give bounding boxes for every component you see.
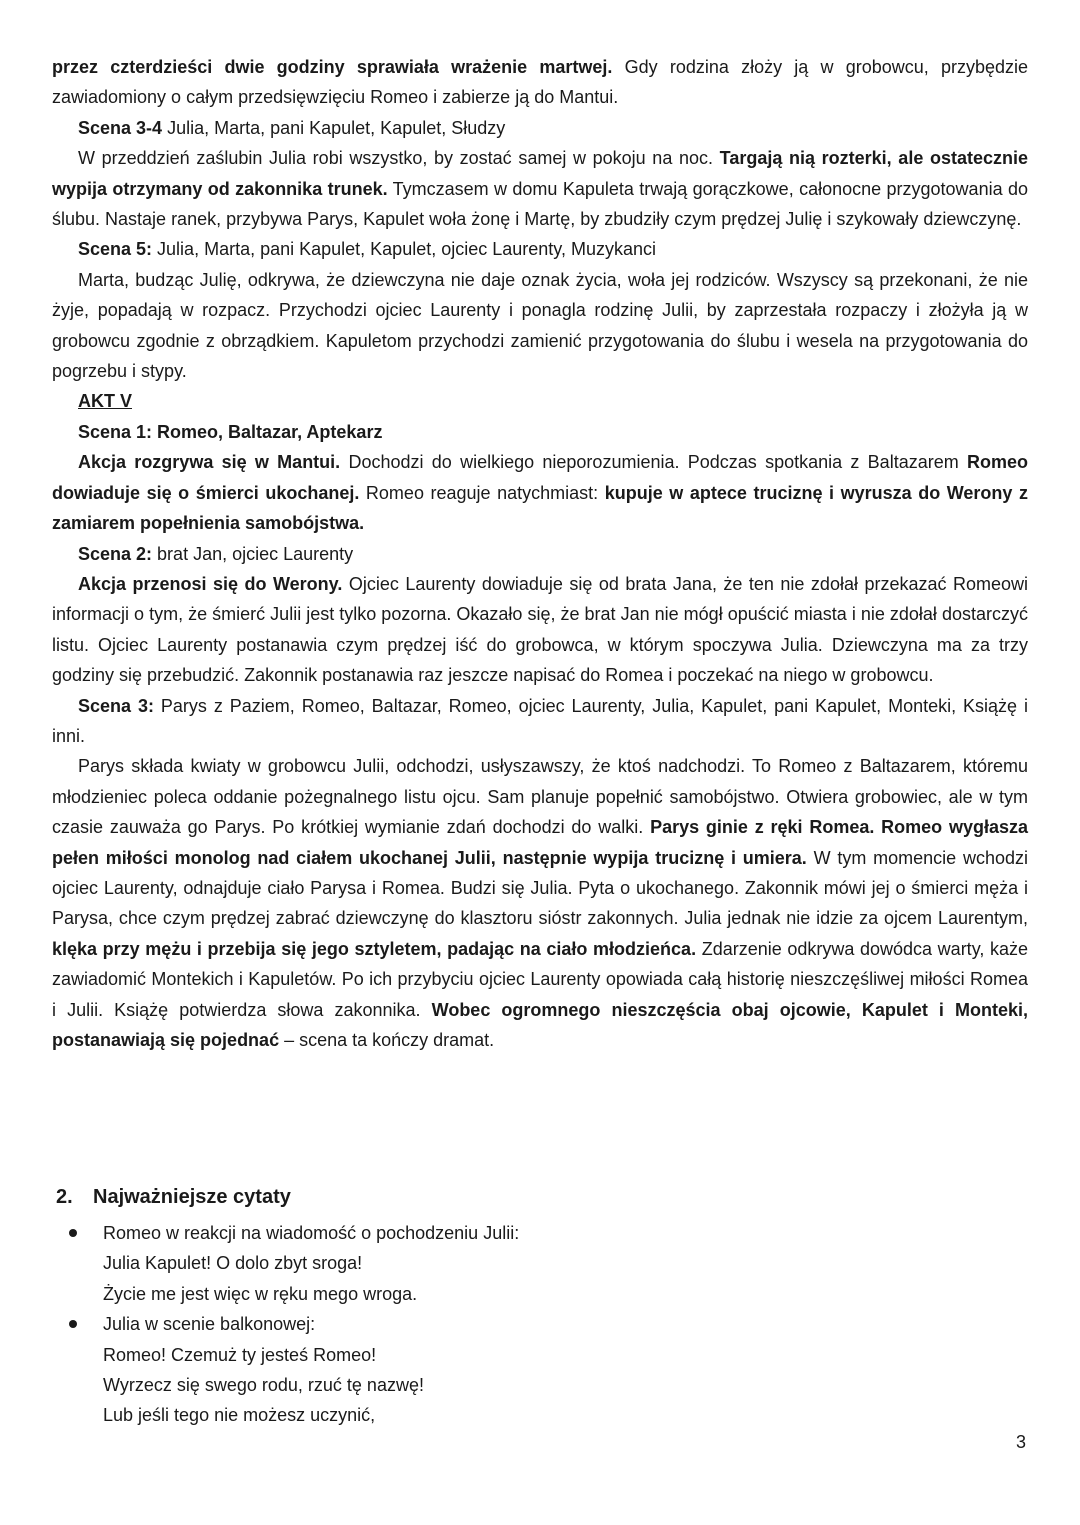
list-item bbox=[52, 1309, 1028, 1431]
scene-characters: brat Jan, ojciec Laurenty bbox=[152, 543, 354, 564]
bold-phrase: Akcja rozgrywa się w Mantui. bbox=[78, 452, 341, 473]
act-5-scene-1-heading bbox=[52, 417, 1028, 447]
quote-line: Wyrzecz się swego rodu, rzuć tę nazwę! bbox=[103, 1375, 424, 1396]
text-run: Tymczasem w domu Kapuleta trwają gorączkowe, całonocne przygotowania do ślubu. Nastaje ranek, przybywa Parys, Kapulet woła żonę i Martę, by zbudziły czym prędzej Julię i szykowały dziewczynę. bbox=[52, 178, 1028, 230]
scene-characters: Julia, Marta, pani Kapulet, Kapulet, ojciec Laurenty, Muzykanci bbox=[152, 239, 656, 260]
scene-label: Scena 1: Romeo, Baltazar, Aptekarz bbox=[78, 421, 383, 442]
scene-5-paragraph: Marta, budząc Julię, odkrywa, że dziewczyna nie daje oznak życia, woła jej rodziców. Wszyscy są przekonani, że nie żyje, popadają w rozpacz. Przychodzi ojciec Laurenty i ponagla rodzinę Julii, by zaprzestała rozpaczy i złożyła ją w grobowcu zgodnie z obrządkiem. Kapuletom przychodzi zamienić przygotowania do ślubu i wesela na przygotowania do pogrzebu i stypy. bbox=[52, 269, 1028, 382]
text-run: Romeo reaguje natychmiast: bbox=[359, 482, 605, 503]
scene-3-4-heading bbox=[52, 113, 1028, 143]
text-run: – scena ta kończy dramat. bbox=[279, 1030, 495, 1050]
bold-phrase: Romeo dowiaduje się o śmierci ukochanej. bbox=[52, 452, 1029, 503]
act-5-scene-2-heading bbox=[52, 539, 1028, 569]
quote-intro: Romeo w reakcji na wiadomość o pochodzeniu Julii: bbox=[103, 1223, 520, 1243]
scene-label: Scena 3: bbox=[78, 695, 154, 716]
act-5-scene-3-heading bbox=[52, 691, 1028, 752]
quote-line: Julia Kapulet! O dolo zbyt sroga! bbox=[103, 1253, 363, 1274]
act-title: AKT V bbox=[78, 391, 132, 412]
scene-5-heading bbox=[52, 234, 1028, 264]
act-5-scene-2-paragraph bbox=[52, 569, 1028, 691]
text-run: Dochodzi do wielkiego nieporozumienia. Podczas spotkania z Baltazarem bbox=[340, 452, 967, 473]
quotes-list bbox=[52, 1218, 1028, 1431]
scene-characters: Julia, Marta, pani Kapulet, Kapulet, Słudzy bbox=[162, 117, 506, 138]
quotes-section bbox=[52, 1182, 1028, 1431]
bold-phrase: Wobec ogromnego nieszczęścia obaj ojcowie, Kapulet i Monteki, postanawiają się pojednać bbox=[52, 999, 1028, 1050]
act-5-heading bbox=[52, 386, 1028, 416]
text-run: Ojciec Laurenty dowiaduje się od brata Jana, że ten nie zdołał przekazać Romeowi informacji o tym, że śmierć Julii jest tylko pozorna. Okazało się, że brat Jan nie mógł opuścić miasta i nie zdołał dostarczyć listu. Ojciec Laurenty postanawia czym prędzej iść do grobowca, w którym spoczywa Julia. Dziewczyna ma za trzy godziny się przebudzić. Zakonnik postanawia raz jeszcze napisać do Romea i poczekać na niego w grobowcu. bbox=[52, 573, 1028, 686]
scene-label: Scena 5: bbox=[78, 239, 153, 260]
act-5-scene-1-paragraph bbox=[52, 447, 1028, 538]
text-run: Parys składa kwiaty w grobowcu Julii, odchodzi, usłyszawszy, że ktoś nadchodzi. To Romeo z Baltazarem, któremu młodzieniec poleca oddanie pożegnalnego listu ojcu. Sam planuje popełnić samobójstwo. Otwiera grobowiec, ale w tym czasie zauważa go Parys. Po krótkiej wymianie zdań dochodzi do walki. bbox=[52, 756, 1028, 838]
bold-phrase: Parys ginie z ręki Romea. Romeo wygłasza pełen miłości monolog nad ciałem ukochanej Julii, następnie wypija truciznę i umiera. bbox=[52, 817, 1028, 868]
scene-label: Scena 3-4 bbox=[78, 117, 163, 138]
text-run: Zdarzenie odkrywa dowódca warty, każe zawiadomić Montekich i Kapuletów. Po ich przybyciu ojciec Laurenty opowiada całą historię nieszczęśliwej miłości Romea i Julii. Książę potwierdza słowa zakonnika. bbox=[52, 938, 1028, 1020]
section-heading bbox=[52, 1182, 1028, 1212]
list-item bbox=[52, 1218, 1028, 1309]
bold-phrase: przez czterdzieści dwie godziny sprawiała wrażenie martwej. bbox=[52, 57, 613, 77]
scene-label: Scena 2: bbox=[78, 543, 153, 564]
quote-intro: Julia w scenie balkonowej: bbox=[103, 1314, 316, 1335]
bold-phrase: Akcja przenosi się do Werony. bbox=[78, 573, 343, 594]
text-run: Gdy rodzina złoży ją w grobowcu, przybędzie zawiadomiony o całym przedsięwzięciu Romeo i zabierze ją do Mantui. bbox=[52, 57, 1028, 108]
scene-characters: Parys z Paziem, Romeo, Baltazar, Romeo, ojciec Laurenty, Julia, Kapulet, pani Kapulet, Monteki, Książę i inni. bbox=[52, 695, 1028, 746]
section-title: Najważniejsze cytaty bbox=[93, 1186, 291, 1208]
paragraph-act4-end bbox=[52, 52, 1028, 113]
quote-line: Romeo! Czemuż ty jesteś Romeo! bbox=[103, 1344, 377, 1365]
section-number: 2. bbox=[56, 1186, 73, 1208]
quote-line: Lub jeśli tego nie możesz uczynić, bbox=[103, 1405, 376, 1426]
text-run: W przeddzień zaślubin Julia robi wszystko, by zostać samej w pokoju na noc. bbox=[78, 148, 720, 169]
bold-phrase: kupuje w aptece truciznę i wyrusza do Werony z zamiarem popełnienia samobójstwa. bbox=[52, 482, 1028, 534]
quote-line: Życie me jest więc w ręku mego wroga. bbox=[103, 1283, 418, 1304]
bold-phrase: klęka przy mężu i przebija się jego sztyletem, padając na ciało młodzieńca. bbox=[52, 938, 697, 959]
act-5-scene-3-paragraph bbox=[52, 751, 1028, 1055]
bullet-icon bbox=[69, 1229, 77, 1237]
text-run: W tym momencie wchodzi ojciec Laurenty, odnajduje ciało Parysa i Romea. Budzi się Julia. Pyta o ukochanego. Zakonnik mówi jej o śmierci męża i Parysa, chce czym prędzej zabrać dziewczynę do klasztoru sióstr zakonnych. Julia jednak nie idzie za ojcem Laurentym, bbox=[52, 847, 1028, 929]
summary-text bbox=[52, 52, 1028, 1055]
scene-3-4-paragraph bbox=[52, 143, 1028, 234]
bullet-icon bbox=[69, 1320, 77, 1328]
bold-phrase: Targają nią rozterki, ale ostatecznie wypija otrzymany od zakonnika trunek. bbox=[52, 148, 1029, 199]
page-number: 3 bbox=[1015, 1432, 1026, 1452]
